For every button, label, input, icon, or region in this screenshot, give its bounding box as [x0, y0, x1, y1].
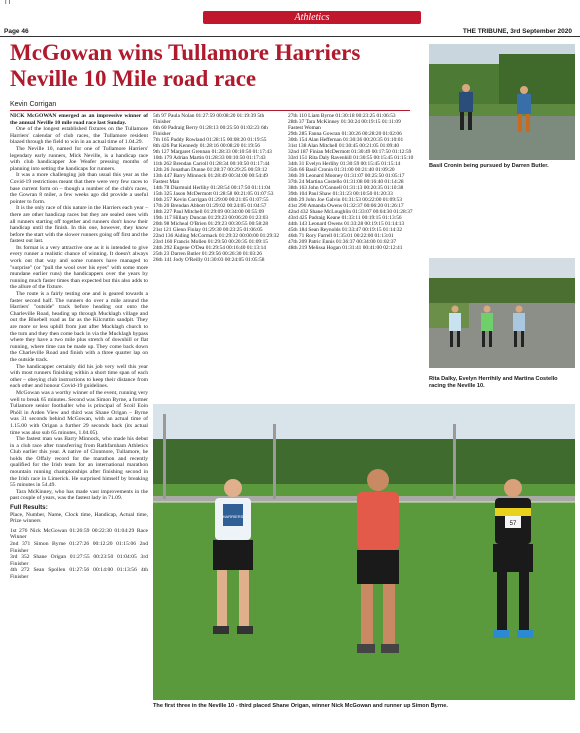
byline-rule	[10, 110, 410, 111]
result-row: 46th 71 Rory Farrell 01:35:01 00:22:00 01:13:01	[288, 233, 394, 239]
article-body	[10, 113, 148, 581]
result-row: 29th 285 Fanna Gowran 01:30:26 00:28:20 01:02:06	[288, 131, 402, 137]
result-row: 16th 257 Kevin Corrigan 01:29:00 00:21:05 01:07:55	[153, 197, 269, 203]
result-row: 3rd 352 Shane Origan 01:27:55 00:23:50 01:04:05 3rd Finisher	[10, 554, 148, 567]
result-row: 44th 143 Leonard Owens 01:33:28 00:19:15 01:14:13	[288, 221, 405, 227]
result-row: 14th 78 Diarmuid Herlihy 01:28:54 00:17:50 01:11:04	[153, 185, 271, 191]
result-row: 24th 292 Eugene O'Dea 01:29:54 00:16:40 01:13:14	[153, 245, 266, 251]
article-paragraph: McGowan was a worthy winner of the event, running very well to break 65 minutes. Second was Simon Byrne, a former Tullamore senior footballer who is principal of Scoil Eoin Phóil in Arden View and third was Shane Origan – Byrne was 31 seconds behind McGowan, with an actual time of 1.15.00 with Origan a further 29 seconds back (its actual time was also sub 65 minutes, 1.04.05).	[10, 389, 148, 436]
dateline: THE TRIBUNE, 3rd September 2020	[462, 28, 572, 35]
article-paragraph: Tara McKinney, who has made vast improvements in the past couple of years, was the fastest lady in 71.09.	[10, 488, 148, 502]
result-row: 26th 141 Jody O'Reilly 01:30:03 00:24:05 01:05:58	[153, 257, 265, 263]
header-rule	[0, 36, 580, 37]
result-row: 11th 262 Brendan Carroll 01:28:34 00:10:50 01:17:44	[153, 161, 270, 167]
result-row: 6th 60 Padraig Berry 01:28:13 00:25:50 01:02:23 6th Finisher	[153, 125, 268, 137]
result-row: 21st 121 Glenn Finlay 01:29:30 00:23:25 01:06:05	[153, 227, 263, 233]
result-row: 20th 98 Micheal O'Brien 01:29:23 00:30:55 00:58:28	[153, 221, 269, 227]
section-banner: Athletics	[203, 11, 421, 24]
result-row: 19th 117 Hillary Duncan 01:29:23 00:06:20 01:23:03	[153, 215, 269, 221]
result-row: 38th 163 John O'Connell 01:31:13 00:20:35 01:10:38	[288, 185, 404, 191]
result-row: 23rd 160 Francis Mollen 01:29:50 00:20:35 01:09:15	[153, 239, 268, 245]
results-format: Place, Number, Name, Clock time, Handicap, Actual time, Prize winners	[10, 511, 148, 525]
result-row: 48th 219 Melissa Hogan 01:31:41 00:41:00 02:12:41	[288, 245, 403, 251]
result-row: 4th 272 Sean Spollen 01:27:56 00:14:00 01:13:56 4th Finisher	[10, 567, 148, 580]
article-paragraph: It is the only race of this nature in the Harriers each year – there are other handicap races but they are sealed ones with all runners starting off together and runners don't know their handicap until the finish. In this one, however, they know before the start with the slower runners going off first and the fastest out last.	[10, 205, 148, 245]
result-row: 33rd 151 Rita Daly Ravenhill 01:30:55 00:15:45 01:15:10	[288, 155, 414, 161]
result-row: 5th 97 Paula Nolan 01:27:59 00:08:20 01:19:39 5th Finisher	[153, 113, 265, 125]
result-row: 10th 179 Adrian Martin 01:28:33 00:10:50 01:17:43	[153, 155, 266, 161]
result-row: 30th 154 Alan Heffernan 01:30:36 00:20:35 01:10:01	[288, 137, 404, 143]
result-row: 25th 23 Darren Butler 01:29:56 00:26:30 01:03:26	[153, 251, 262, 257]
result-row: 1st 276 Nick McGowan 01:26:59 00:22:30 01:04:29 Race Winner	[10, 527, 148, 541]
page-number: Page 46	[4, 28, 29, 35]
result-row: 9th 127 Margaret Grennan 01:28:33 00:10:50 01:17:43	[153, 149, 272, 155]
article-paragraph: The fastest man was Barry Minnock, who made his debut in a club race after transferring from Rathfarnham Athletics Club earlier this year. A native of Clonmore, Tullamore, he holds the Offaly record for the marathon and recently qualified for the Irish team for an international marathon mountain running championships after finishing second in the Irish race in Limerick. He surprised himself by breaking 55 minutes in 54.49.	[10, 436, 148, 489]
photo3-caption: The first three in the Neville 10 - third placed Shane Origan, winner Nick McGowan and runner up Simon Byrne.	[153, 703, 448, 709]
results-list-part3	[288, 113, 415, 251]
results-list-part2	[153, 113, 281, 263]
bib-left-text: HARRIERS	[222, 514, 244, 519]
page-header	[0, 0, 580, 26]
result-row: 36th 39 Leonard Mooney 01:31:07 00:25:50 01:05:17	[288, 173, 405, 179]
article-paragraph: Its format is a very attractive one as it is intended to give every runner a realistic chance of winning. It doesn't always work out that way and some runners have managed to "surprise" (or "pull the wool over his eyes" with some more mundane earlier runs) the handicappers over the years by running much faster times than expected but this also adds to the allure of the fixture.	[10, 244, 148, 291]
result-row: 31st 138 Alan Mitchell 01:30:45 00:21:05 01:09:40	[288, 143, 400, 149]
result-row: 7th 165 Paddy Rowland 01:28:15 00:08:20 01:19:55	[153, 137, 267, 143]
result-row: 47th 209 Patric Ennis 01:36:37 00:34:00 01:02:37	[288, 239, 397, 245]
article-paragraph: One of the longest established fixtures on the Tullamore Harriers' calendar of club races, the Tullamore resident blazed through the field to win in an actual time of 1.04.29.	[10, 126, 148, 146]
photo1-caption: Basil Cronin being pursued by Darren Butler.	[429, 163, 549, 169]
photo2-caption: Rita Dalky, Evelyn Herrihily and Martina Costello racing the Neville 10.	[429, 376, 558, 389]
result-row: 15th 325 Jason McDermott 01:28:58 00:21:05 01:07:53	[153, 191, 274, 197]
byline: Kevin Corrigan	[10, 101, 57, 108]
corner-mark: TT	[4, 0, 12, 6]
result-row: 27th 110 Liam Byrne 01:30:18 00:23:25 01:06:53	[288, 113, 396, 119]
result-row: 43rd 425 Padraig Keane 01:33:11 00:19:15 01:13:56	[288, 215, 402, 221]
photo-women-runners	[429, 258, 575, 368]
article-lead: NICK McGOWAN emerged as an impressive winner of the annual Neville 10 mile road race last Sunday.	[10, 113, 148, 126]
result-row: 41st 290 Amanda Owens 01:32:37 00:06:20 01:26:17	[288, 203, 404, 209]
result-row: 13th 447 Barry Minnock 01:28:49 00:34:00 00:54:49 Fastest Man	[153, 173, 268, 185]
result-row: 2nd 371 Simon Byrne 01:27:26 00:12:20 01:15:06 2nd Finisher	[10, 541, 148, 554]
bib-right-text: 57	[509, 521, 517, 527]
result-row: 39th 104 Paul Shaw 01:31:23 00:10:50 01:20:33	[288, 191, 393, 197]
result-row: 34th 31 Evelyn Herlihy 01:30:59 00:15:45 01:15:14	[288, 161, 401, 167]
result-row: 45th 184 Sean Reynolds 01:33:47 00:19:15 01:14:32	[288, 227, 403, 233]
result-row: 35th 66 Basil Cronin 01:31:00 00:21:40 01:09:20	[288, 167, 395, 173]
result-row: 17th 20 Brendan Abbott 01:29:02 00:24:05 01:04:57	[153, 203, 267, 209]
result-row: 28th 37 Tara McKinney 01:30:24 00:19:15 01:11:09 Fastest Woman	[288, 119, 401, 131]
result-row: 42nd 432 Shane McLoughlin 01:33:07 00:04:30 01:28:37	[288, 209, 413, 215]
results-heading: Full Results:	[10, 504, 48, 512]
result-row: 22nd 136 Aiding McCormack 01:29:32 00:00:00 01:29:32	[153, 233, 280, 239]
photo-podium-finishers	[153, 404, 575, 700]
result-row: 18th 227 Paul Mitchell 01:29:09 00:34:00 00:55:09	[153, 209, 265, 215]
result-row: 32nd 187 Finian McDermott 01:30:49 00:17:50 01:12:59	[288, 149, 412, 155]
results-list-part1	[10, 528, 148, 581]
headline: McGowan wins Tullamore Harriers Neville 10 Mile road race	[10, 40, 361, 91]
article-paragraph: The handicapper certainly did his job very well this year with most runners finishing within a short time span of each other – obeying club instructions to keep their distance from each other and honour Covid-19 guidelines.	[10, 363, 148, 390]
result-row: 37th 24 Martina Costello 01:31:08 00:16:40 01:14:28	[288, 179, 404, 185]
result-row: 12th 26 Jonathan Dunne 01:28:37 00:29:25 00:59:12	[153, 167, 268, 173]
result-row: 8th 426 Pat Kennedy 01:28:16 00:08:20 01:19:56	[153, 143, 260, 149]
article-paragraph: The route is a fairly testing one and is geared towards a faster second half. The runners do over a mile around the Harriers' "outside" track before heading out onto the Charleville Road, heading up through Mucklagh village and out the Bluebell road as far as the Kilcruttin sandpit. They are more or less uphill from just after Mucklagh church to the turn and they then come back in via the Mucklagh bypass where they have a two mile plus stretch of downhill or flat running, where time can be made up. They come back down the Charleville Road and finish with a three quarter lap on the outside track.	[10, 291, 148, 363]
result-row: 40th 29 John Joe Galvin 01:31:53 00:22:00 01:09:53	[288, 197, 402, 203]
photo-runners-road	[429, 44, 575, 160]
article-paragraph: The Neville 10, named for one of Tullamore Harriers' legendary early runners, Mick Neville, is a handicap race with club handicapper Joe Weafer pressing months of planning into setting the handicaps for runners.	[10, 145, 148, 172]
article-paragraph: It was a more challenging job than usual this year as the Covid-19 restrictions meant that there were very few races to base current form on – though a number of the club's races, the Gowran 8 miler, a few weeks ago did provide a useful pointer to form.	[10, 172, 148, 205]
